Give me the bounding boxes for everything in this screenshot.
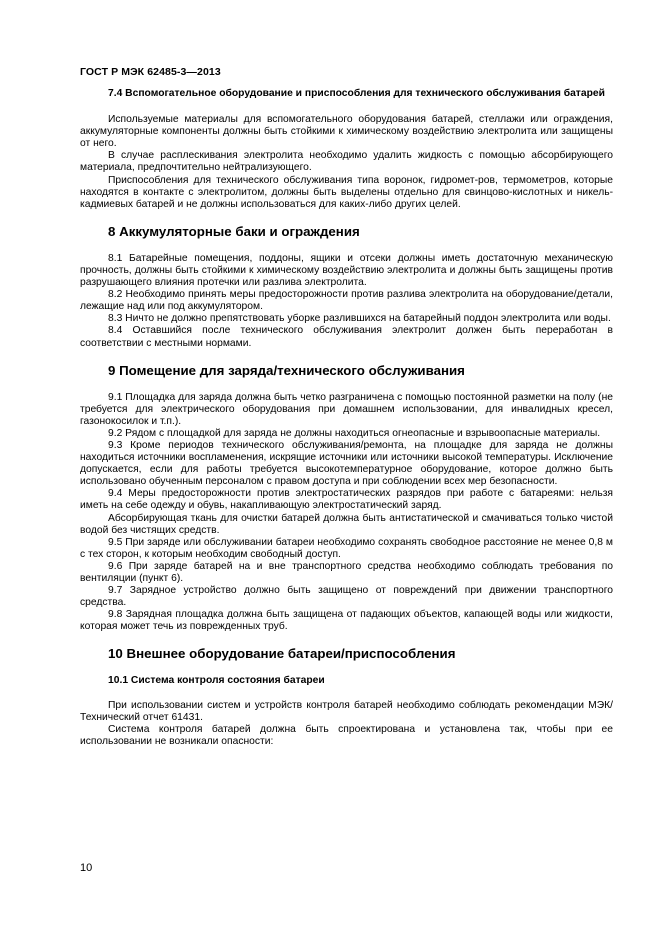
- section-9-paragraph: 9.5 При заряде или обслуживании батареи необходимо сохранять свободное расстояние не менее 0,8 м с тех сторон, к которым необходим свободный доступ.: [80, 536, 613, 560]
- section-7-4-title: 7.4 Вспомогательное оборудование и приспособления для технического обслуживания батарей: [108, 88, 605, 99]
- document-body: [80, 88, 613, 748]
- section-9-paragraph: 9.4 Меры предосторожности против электростатических разрядов при работе с батареями: нельзя иметь на себе одежду и обувь, накапливающую электростатический заряд.: [80, 488, 613, 512]
- section-9-paragraph: Абсорбирующая ткань для очистки батарей должна быть антистатической и смачиваться только чистой водой без чистящих средств.: [80, 512, 613, 536]
- page-number: 10: [80, 862, 93, 874]
- section-7-4-paragraph: Используемые материалы для вспомогательного оборудования батарей, стеллажи или ограждения, аккумуляторные компоненты должны быть стойкими к химическому воздействию электролита или защищены от него.: [80, 114, 613, 150]
- section-7-4-paragraph: Приспособления для технического обслуживания типа воронок, гидромет-ров, термометров, которые находятся в контакте с электролитом, должны быть выделены отдельно для свинцово-кислотных и никель-кадмиевых батарей и не должны использоваться для каких-либо других целей.: [80, 174, 613, 210]
- section-10-paragraph: Система контроля батарей должна быть спроектирована и установлена так, чтобы при ее использовании не возникали опасности:: [80, 723, 613, 747]
- document-header: ГОСТ Р МЭК 62485-3—2013: [80, 66, 221, 78]
- section-9-paragraph: 9.3 Кроме периодов технического обслуживания/ремонта, на площадке для заряда не должны находиться источники воспламенения, искрящие источники или источники высокой температуры. Исключение допускается, если для работы требуется высокотемпературное оборудование, которое должно быть использовано обученным персоналом с правом доступа и при соблюдении всех мер безопасности.: [80, 439, 613, 488]
- section-10-title: 10 Внешнее оборудование батареи/приспособления: [108, 646, 456, 662]
- section-9-title: 9 Помещение для заряда/технического обслуживания: [108, 362, 465, 378]
- section-9-paragraph: 9.2 Рядом с площадкой для заряда не должны находиться огнеопасные и взрывоопасные материалы.: [108, 427, 601, 439]
- section-9-paragraph: 9.7 Зарядное устройство должно быть защищено от повреждений при движении транспортного средства.: [80, 585, 613, 609]
- section-8-title: 8 Аккумуляторные баки и ограждения: [108, 223, 360, 239]
- section-10-paragraph: При использовании систем и устройств контроля батарей необходимо соблюдать рекомендации МЭК/Технический отчет 61431.: [80, 699, 613, 723]
- section-9-paragraph: 9.6 При заряде батарей на и вне транспортного средства необходимо соблюдать требования по вентиляции (пункт 6).: [80, 560, 613, 584]
- section-7-4-paragraph: В случае расплескивания электролита необходимо удалить жидкость с помощью абсорбирующего материала, предпочтительно нейтрализующего.: [80, 150, 613, 174]
- section-9-paragraph: 9.8 Зарядная площадка должна быть защищена от падающих объектов, капающей воды или жидкости, которая может течь из поврежденных труб.: [80, 609, 613, 633]
- section-8-paragraph: 8.1 Батарейные помещения, поддоны, ящики и отсеки должны иметь достаточную механическую прочность, должны быть стойкими к химическому воздействию электролита и должны быть защищены против разрушающего влияния протечки или разлива электролита.: [80, 252, 613, 289]
- section-9-paragraph: 9.1 Площадка для заряда должна быть четко разграничена с помощью постоянной разметки на полу (не требуется для электрического оборудования при домашнем использовании, для инвалидных кресел, газонокосилок и т.п.).: [80, 391, 613, 427]
- section-8-paragraph: 8.2 Необходимо принять меры предосторожности против разлива электролита на оборудование/детали, лежащие над или под аккумулятором.: [80, 289, 613, 313]
- section-8-paragraph: 8.3 Ничто не должно препятствовать уборке разлившихся на батарейный поддон электролита или воды.: [108, 313, 611, 325]
- section-10-1-title: 10.1 Система контроля состояния батареи: [108, 675, 325, 687]
- section-8-paragraph: 8.4 Оставшийся после технического обслуживания электролит должен быть переработан в соответствии с местными нормами.: [80, 325, 613, 349]
